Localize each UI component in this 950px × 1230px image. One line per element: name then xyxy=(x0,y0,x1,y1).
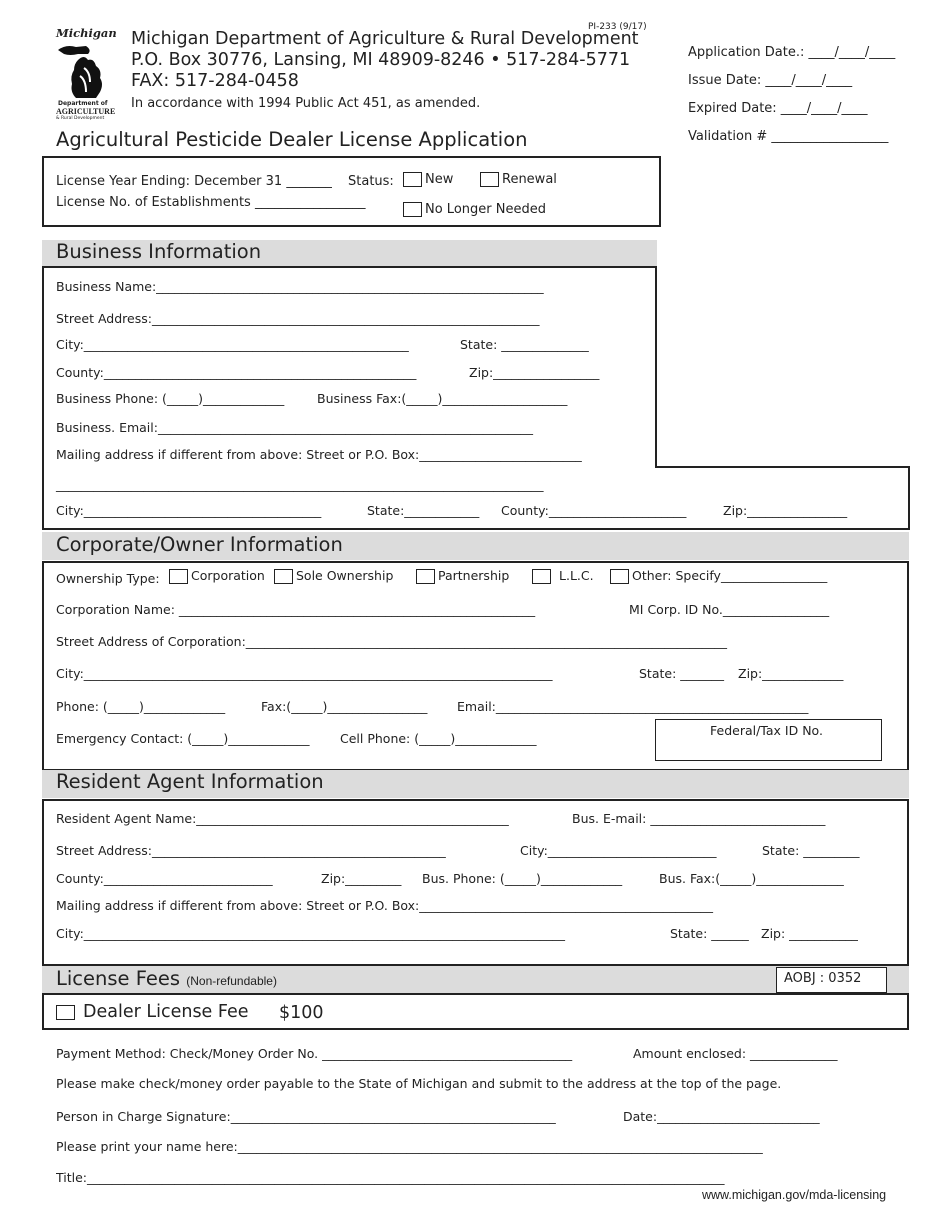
form-number: PI-233 (9/17) xyxy=(588,22,647,32)
business-name-field[interactable]: Business Name:______________________________________________________________ xyxy=(56,279,544,294)
business-phone-field[interactable]: Business Phone: (_____)_____________ xyxy=(56,391,285,406)
status-label: Status: xyxy=(348,174,394,189)
payment-method-field[interactable]: Payment Method: Check/Money Order No. ________________________________________ xyxy=(56,1046,573,1061)
corp-email-field[interactable]: Email:__________________________________________________ xyxy=(457,699,809,714)
federal-tax-id-label: Federal/Tax ID No. xyxy=(710,723,823,738)
form-title: Agricultural Pesticide Dealer License Application xyxy=(56,128,528,151)
establishments-field[interactable]: License No. of Establishments _________________ xyxy=(56,195,366,210)
business-mailing-field[interactable]: Mailing address if different from above: Street or P.O. Box:__________________________ xyxy=(56,447,582,462)
dealer-fee-option[interactable] xyxy=(56,1002,249,1022)
corp-id-field[interactable]: MI Corp. ID No._________________ xyxy=(629,602,830,617)
llc-checkbox[interactable] xyxy=(532,569,551,584)
business-mail-zip-field[interactable]: Zip:________________ xyxy=(723,503,848,518)
ownership-other-option[interactable] xyxy=(610,568,827,584)
amount-enclosed-field[interactable]: Amount enclosed: ______________ xyxy=(633,1046,838,1061)
dealer-fee-amount: $100 xyxy=(279,1003,324,1023)
fees-note: (Non-refundable) xyxy=(186,974,277,988)
no-longer-needed-label: No Longer Needed xyxy=(425,202,546,217)
business-mail-city-field[interactable]: City:______________________________________ xyxy=(56,503,322,518)
print-name-field[interactable]: Please print your name here:____________________________________________________________________________________ xyxy=(56,1139,763,1154)
renewal-label: Renewal xyxy=(502,172,557,187)
sole-ownership-label: Sole Ownership xyxy=(296,568,394,583)
corp-phone-field[interactable]: Phone: (_____)_____________ xyxy=(56,699,226,714)
signature-field[interactable]: Person in Charge Signature:____________________________________________________ xyxy=(56,1109,556,1124)
expired-date-field[interactable]: Expired Date: ____/____/____ xyxy=(688,101,868,116)
business-state-field[interactable]: State: ______________ xyxy=(460,337,589,352)
partnership-label: Partnership xyxy=(438,568,510,583)
business-section-title: Business Information xyxy=(56,240,262,263)
ownership-sole-option[interactable] xyxy=(274,568,393,584)
other-checkbox[interactable] xyxy=(610,569,629,584)
corp-street-field[interactable]: Street Address of Corporation:_____________________________________________________________________________ xyxy=(56,634,728,649)
agency-fax: FAX: 517-284-0458 xyxy=(131,71,299,91)
agent-email-field[interactable]: Bus. E-mail: ____________________________ xyxy=(572,811,826,826)
corp-fax-field[interactable]: Fax:(_____)________________ xyxy=(261,699,428,714)
application-date-field[interactable]: Application Date.: ____/____/____ xyxy=(688,45,896,60)
agent-section-title: Resident Agent Information xyxy=(56,770,324,793)
corporation-name-field[interactable]: Corporation Name: _________________________________________________________ xyxy=(56,602,536,617)
issue-date-field[interactable]: Issue Date: ____/____/____ xyxy=(688,73,853,88)
agent-mail-city-field[interactable]: City:_____________________________________________________________________________ xyxy=(56,926,566,941)
agent-state-field[interactable]: State: _________ xyxy=(762,843,860,858)
dealer-fee-checkbox[interactable] xyxy=(56,1005,75,1020)
ownership-partnership-option[interactable] xyxy=(416,568,509,584)
dealer-fee-label: Dealer License Fee xyxy=(83,1002,249,1022)
aobj-code: AOBJ : 0352 xyxy=(784,971,862,986)
ownership-llc-option[interactable] xyxy=(532,568,594,584)
agent-fax-field[interactable]: Bus. Fax:(_____)______________ xyxy=(659,871,844,886)
title-field[interactable]: Title:______________________________________________________________________________________________________ xyxy=(56,1170,725,1185)
agent-zip-field[interactable]: Zip:_________ xyxy=(321,871,402,886)
corp-zip-field[interactable]: Zip:_____________ xyxy=(738,666,844,681)
agent-mailing-field[interactable]: Mailing address if different from above: Street or P.O. Box:_______________________________________________ xyxy=(56,898,714,913)
sole-ownership-checkbox[interactable] xyxy=(274,569,293,584)
business-county-field[interactable]: County:__________________________________________________ xyxy=(56,365,417,380)
fees-title: License Fees xyxy=(56,967,181,990)
llc-label: L.L.C. xyxy=(559,568,594,583)
emergency-contact-field[interactable]: Emergency Contact: (_____)_____________ xyxy=(56,731,310,746)
authority-note: In accordance with 1994 Public Act 451, as amended. xyxy=(131,96,481,111)
agent-mail-zip-field[interactable]: Zip: ___________ xyxy=(761,926,858,941)
agency-name: Michigan Department of Agriculture & Rural Development xyxy=(131,29,639,49)
agent-name-field[interactable]: Resident Agent Name:__________________________________________________ xyxy=(56,811,509,826)
signature-date-field[interactable]: Date:__________________________ xyxy=(623,1109,820,1124)
corp-state-field[interactable]: State: _______ xyxy=(639,666,725,681)
validation-field[interactable]: Validation # __________________ xyxy=(688,129,889,144)
business-fax-field[interactable]: Business Fax:(_____)____________________ xyxy=(317,391,568,406)
fees-section-title xyxy=(56,967,277,990)
agent-city-field[interactable]: City:___________________________ xyxy=(520,843,717,858)
corporation-checkbox[interactable] xyxy=(169,569,188,584)
logo-dept-line1: Department of xyxy=(58,100,108,107)
agency-address: P.O. Box 30776, Lansing, MI 48909-8246 • 517-284-5771 xyxy=(131,50,631,70)
ownership-type-label: Ownership Type: xyxy=(56,571,160,586)
license-year-field[interactable]: License Year Ending: December 31 _______ xyxy=(56,174,332,189)
ownership-corporation-option[interactable] xyxy=(169,568,265,584)
business-mail-county-field[interactable]: County:______________________ xyxy=(501,503,687,518)
business-email-field[interactable]: Business. Email:____________________________________________________________ xyxy=(56,420,533,435)
business-mailing-line2[interactable]: ______________________________________________________________________________ xyxy=(56,477,544,492)
business-zip-field[interactable]: Zip:_________________ xyxy=(469,365,600,380)
cell-phone-field[interactable]: Cell Phone: (_____)_____________ xyxy=(340,731,537,746)
corporation-label: Corporation xyxy=(191,568,265,583)
new-label: New xyxy=(425,172,454,187)
corporate-section-title: Corporate/Owner Information xyxy=(56,533,343,556)
logo-dept-line3: & Rural Development xyxy=(56,116,105,121)
payment-instructions: Please make check/money order payable to the State of Michigan and submit to the address at the top of the page. xyxy=(56,1076,782,1091)
agent-mail-state-field[interactable]: State: ______ xyxy=(670,926,749,941)
agent-county-field[interactable]: County:___________________________ xyxy=(56,871,273,886)
logo-state-name: Michigan xyxy=(56,26,117,40)
agent-street-field[interactable]: Street Address:_______________________________________________ xyxy=(56,843,446,858)
website-link[interactable]: www.michigan.gov/mda-licensing xyxy=(702,1188,887,1202)
logo-dept-line2: AGRICULTURE xyxy=(56,107,116,116)
corp-city-field[interactable]: City:___________________________________________________________________________ xyxy=(56,666,553,681)
agent-phone-field[interactable]: Bus. Phone: (_____)_____________ xyxy=(422,871,623,886)
business-street-field[interactable]: Street Address:______________________________________________________________ xyxy=(56,311,540,326)
partnership-checkbox[interactable] xyxy=(416,569,435,584)
business-city-field[interactable]: City:____________________________________________________ xyxy=(56,337,409,352)
other-label: Other: Specify_________________ xyxy=(632,568,828,583)
business-mail-state-field[interactable]: State:____________ xyxy=(367,503,480,518)
